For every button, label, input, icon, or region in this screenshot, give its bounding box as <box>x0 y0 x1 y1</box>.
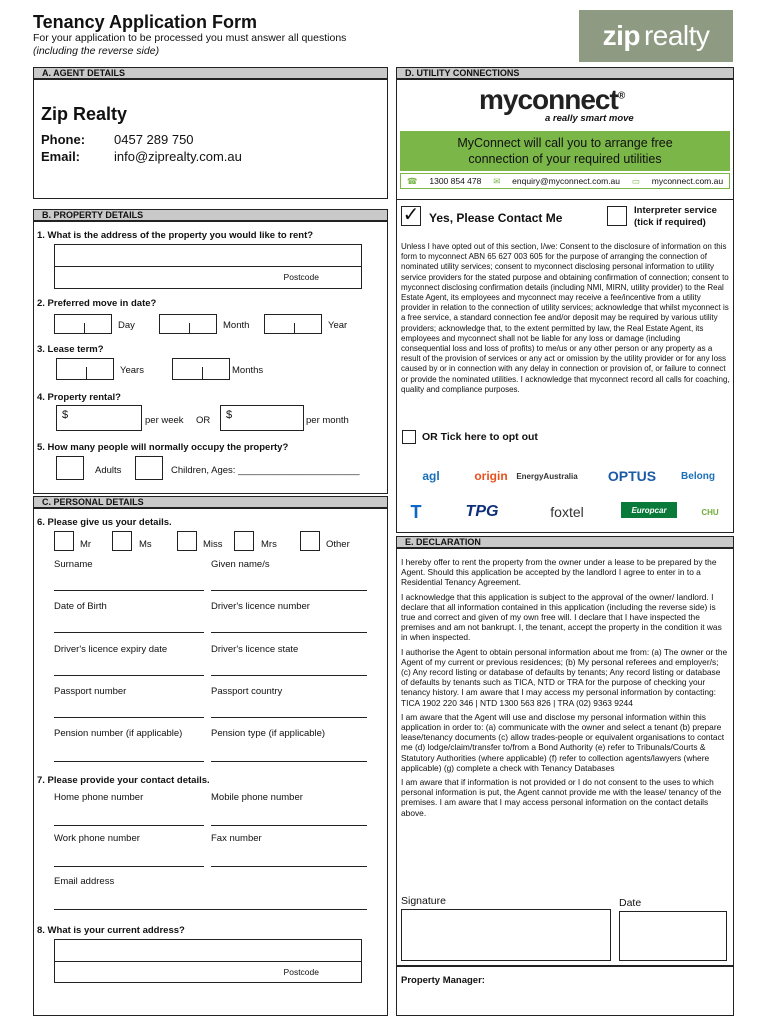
property-details-panel <box>33 221 388 494</box>
fax-input[interactable] <box>211 845 367 867</box>
dob-label: Date of Birth <box>54 601 107 612</box>
years-label: Years <box>120 365 144 376</box>
question-8: 8. What is your current address? <box>37 925 185 936</box>
current-address-input[interactable] <box>54 939 362 983</box>
question-4: 4. Property rental? <box>37 392 121 403</box>
rent-per-week-input[interactable]: $ <box>56 405 142 431</box>
property-details-heading: B. PROPERTY DETAILS <box>33 209 388 221</box>
interpreter-checkbox[interactable] <box>607 206 627 226</box>
surname-input[interactable] <box>54 571 204 591</box>
mail-icon: ✉ <box>493 175 501 186</box>
month-label: Month <box>223 320 250 331</box>
property-manager-label: Property Manager: <box>401 975 485 986</box>
myconnect-contact-bar <box>400 173 730 189</box>
title-miss-checkbox[interactable] <box>177 531 197 551</box>
utility-consent-panel <box>396 199 734 533</box>
title-mr-checkbox[interactable] <box>54 531 74 551</box>
adults-count-input[interactable] <box>56 456 84 480</box>
licence-state-input[interactable] <box>211 656 367 676</box>
opt-out-checkbox[interactable] <box>402 430 416 444</box>
work-phone-label: Work phone number <box>54 833 140 844</box>
page-title: Tenancy Application Form <box>33 12 258 32</box>
home-phone-input[interactable] <box>54 804 204 826</box>
title-mr-label: Mr <box>80 539 92 550</box>
question-1: 1. What is the address of the property you would like to rent? <box>37 230 314 241</box>
per-month-label: per month <box>306 415 349 426</box>
myconnect-callout: MyConnect will call you to arrange free connection of your required utilities <box>400 131 730 171</box>
rent-per-month-input[interactable]: $ <box>220 405 304 431</box>
title-ms-label: Ms <box>139 539 152 550</box>
passport-country-label: Passport country <box>211 686 283 697</box>
children-count-input[interactable] <box>135 456 163 480</box>
email-label: Email address <box>54 876 115 887</box>
declaration-para-1: I hereby offer to rent the property from the owner under a lease to be prepared by the Agent. Should this application be accepted by the landlord I agree to enter in to a Residential Tenancy Agreement. <box>401 557 717 588</box>
passport-country-input[interactable] <box>211 698 367 718</box>
page-subtitle: For your application to be processed you must answer all questions (including the reverse side) <box>33 32 347 57</box>
agent-details-panel <box>33 79 388 199</box>
myconnect-logo: myconnect® <box>479 84 625 115</box>
licence-number-label: Driver's licence number <box>211 601 310 612</box>
optus-logo: OPTUS <box>607 468 657 484</box>
agent-details-heading: A. AGENT DETAILS <box>33 67 388 79</box>
move-in-month-input[interactable] <box>159 314 217 334</box>
email-input[interactable] <box>54 888 367 910</box>
interpreter-label: Interpreter service (tick if required) <box>634 205 717 228</box>
year-label: Year <box>328 320 348 331</box>
fax-label: Fax number <box>211 833 262 844</box>
contact-me-label: Yes, Please Contact Me <box>429 211 563 225</box>
date-input[interactable] <box>619 911 727 961</box>
declaration-para-4: I am aware that the Agent will use and disclose my personal information within this application in order to: (a) communicate with the owner and select a tenant (b) prepare lease/tenancy documents (c) allow trades-people or equivalent organisations to contact me (d) lodge/claim/transfer to/from a Bond Authority (e) refer to Tribunals/Courts & Statutory Authorities (where applicable) (f) refer to collection agents/lawyers (where applicable) (g) complete a check with Tenancy Databases <box>401 711 725 773</box>
move-in-year-input[interactable] <box>264 314 322 334</box>
or-label: OR <box>196 415 211 426</box>
tpg-logo: TPG <box>465 503 499 520</box>
dob-input[interactable] <box>54 613 204 633</box>
per-week-label: per week <box>145 415 184 426</box>
zip-realty-logo: zip realty <box>579 10 733 62</box>
mobile-phone-input[interactable] <box>211 804 367 826</box>
agent-phone-label: Phone: <box>41 132 86 147</box>
agl-logo: agl <box>422 469 440 483</box>
question-6: 6. Please give us your details. <box>37 517 172 528</box>
question-7: 7. Please provide your contact details. <box>37 775 210 786</box>
title-other-label: Other <box>326 539 350 550</box>
pension-type-input[interactable] <box>211 740 367 762</box>
agent-name: Zip Realty <box>41 104 128 124</box>
pension-number-input[interactable] <box>54 740 204 762</box>
licence-expiry-input[interactable] <box>54 656 204 676</box>
title-mrs-checkbox[interactable] <box>234 531 254 551</box>
work-phone-input[interactable] <box>54 845 204 867</box>
mobile-phone-label: Mobile phone number <box>211 792 303 803</box>
lease-months-input[interactable] <box>172 358 230 380</box>
title-other-checkbox[interactable] <box>300 531 320 551</box>
children-ages-label: Children, Ages: _______________________ <box>171 465 360 476</box>
signature-input[interactable] <box>401 909 611 961</box>
utility-consent-text: Unless I have opted out of this section, I/we: Consent to the disclosure of information on this form to myconnect ABN 65 627 003 605 for the purpose of arranging the connection of nominated utility services; consent to myconnect disclosing personal information to utility service providers for the stated purpose and obtaining confirmation of connection; consent to myconnect disclosing confirmation details (including NMI, MIRN, utility provider) to the Real Estate Agent, its employees and myconnect may receive a fee/incentive from a utility provider in relation to the connection of utility services; acknowledge that whilst myconnect is a free service, a standard connection fee and/or deposit may be required by various utility providers; acknowledge that, to the extent permitted by law, the Real Estate Agent, its employees and myconnect shall not be liable for any loss or damage (including consequential loss and loss of profits) to me/us or any other person or any property as a result of the provision of services or any act or omission by the utility provider or for any loss caused by or in connection with any delay in connection or provision of, or failure to connect or provide the nominated utilities. I acknowledge that myconnect record all calls for coaching, quality and compliance purposes. <box>401 242 730 394</box>
months-label: Months <box>232 365 264 376</box>
personal-details-heading: C. PERSONAL DETAILS <box>33 496 388 508</box>
move-in-day-input[interactable] <box>54 314 112 334</box>
declaration-para-3: I authorise the Agent to obtain personal information about me from: (a) The owner or the Agent of my current or previous residences; (b) My personal referees and employer/s; (c) Any record listing or database of defaults by tenants; Any record listing or database of defaults by tenants such as TICA, NTD or TRA for the purpose of checking your tenancy history. I am aware that I may access my personal information by contacting: TICA 1902 220 346 | NTD 1300 563 826 | TRA (02) 9363 9244 <box>401 646 728 708</box>
title-mrs-label: Mrs <box>261 539 277 550</box>
web-icon: ▭ <box>631 175 640 186</box>
myconnect-phone: 1300 854 478 <box>429 176 482 186</box>
property-manager-panel <box>396 966 734 1016</box>
rental-address-input[interactable] <box>54 244 362 289</box>
lease-years-input[interactable] <box>56 358 114 380</box>
pension-type-label: Pension type (if applicable) <box>211 728 326 739</box>
given-names-label: Given name/s <box>211 559 270 570</box>
phone-icon: ☎ <box>406 175 418 186</box>
date-label: Date <box>619 897 642 909</box>
current-postcode-label: Postcode <box>283 967 319 977</box>
personal-details-panel <box>33 508 388 1016</box>
given-names-input[interactable] <box>211 571 367 591</box>
question-5: 5. How many people will normally occupy the property? <box>37 442 289 453</box>
declaration-para-5: I am aware that if information is not provided or I do not consent to the uses to which personal information is put, the Agent cannot provide me with the lease/ tenancy of the premises. I am aware that I may access personal information on the contact details above. <box>401 777 722 818</box>
declaration-para-2: I acknowledge that this application is subject to the approval of the owner/ landlord. I declare that all information contained in this application (including the reverse side) is true and correct and given of my own free will. I declare that I have inspected the premises and am not bankrupt. I, the tenant, accept the property in the condition it was in when inspected. <box>401 591 722 643</box>
licence-state-label: Driver's licence state <box>211 644 299 655</box>
myconnect-tagline: a really smart move <box>545 113 634 124</box>
passport-number-label: Passport number <box>54 686 127 697</box>
telstra-logo: T <box>410 501 422 522</box>
agent-email: info@ziprealty.com.au <box>114 149 242 164</box>
adults-label: Adults <box>95 465 122 476</box>
title-miss-label: Miss <box>203 539 223 550</box>
surname-label: Surname <box>54 559 93 570</box>
belong-logo: Belong <box>681 470 715 482</box>
utility-connections-heading: D. UTILITY CONNECTIONS <box>396 67 734 79</box>
day-label: Day <box>118 320 135 331</box>
declaration-panel <box>396 548 734 966</box>
agent-email-label: Email: <box>41 149 81 164</box>
foxtel-logo: foxtel <box>550 504 584 520</box>
home-phone-label: Home phone number <box>54 792 144 803</box>
chu-logo: CHU <box>701 507 719 517</box>
passport-number-input[interactable] <box>54 698 204 718</box>
question-2: 2. Preferred move in date? <box>37 298 157 309</box>
origin-logo: origin <box>474 469 508 483</box>
myconnect-web: myconnect.com.au <box>651 176 724 186</box>
postcode-label: Postcode <box>283 272 319 282</box>
agent-phone: 0457 289 750 <box>114 132 194 147</box>
energyaustralia-logo: EnergyAustralia <box>516 471 578 481</box>
europcar-logo: Europcar <box>621 502 677 518</box>
licence-expiry-label: Driver's licence expiry date <box>54 644 168 655</box>
pension-number-label: Pension number (if applicable) <box>54 728 183 739</box>
question-3: 3. Lease term? <box>37 344 104 355</box>
licence-number-input[interactable] <box>211 613 367 633</box>
contact-me-checkbox[interactable]: ✓ <box>402 204 420 226</box>
opt-out-label: OR Tick here to opt out <box>422 431 538 443</box>
myconnect-email: enquiry@myconnect.com.au <box>512 176 621 186</box>
title-ms-checkbox[interactable] <box>112 531 132 551</box>
declaration-heading: E. DECLARATION <box>396 536 734 548</box>
signature-label: Signature <box>401 895 446 907</box>
